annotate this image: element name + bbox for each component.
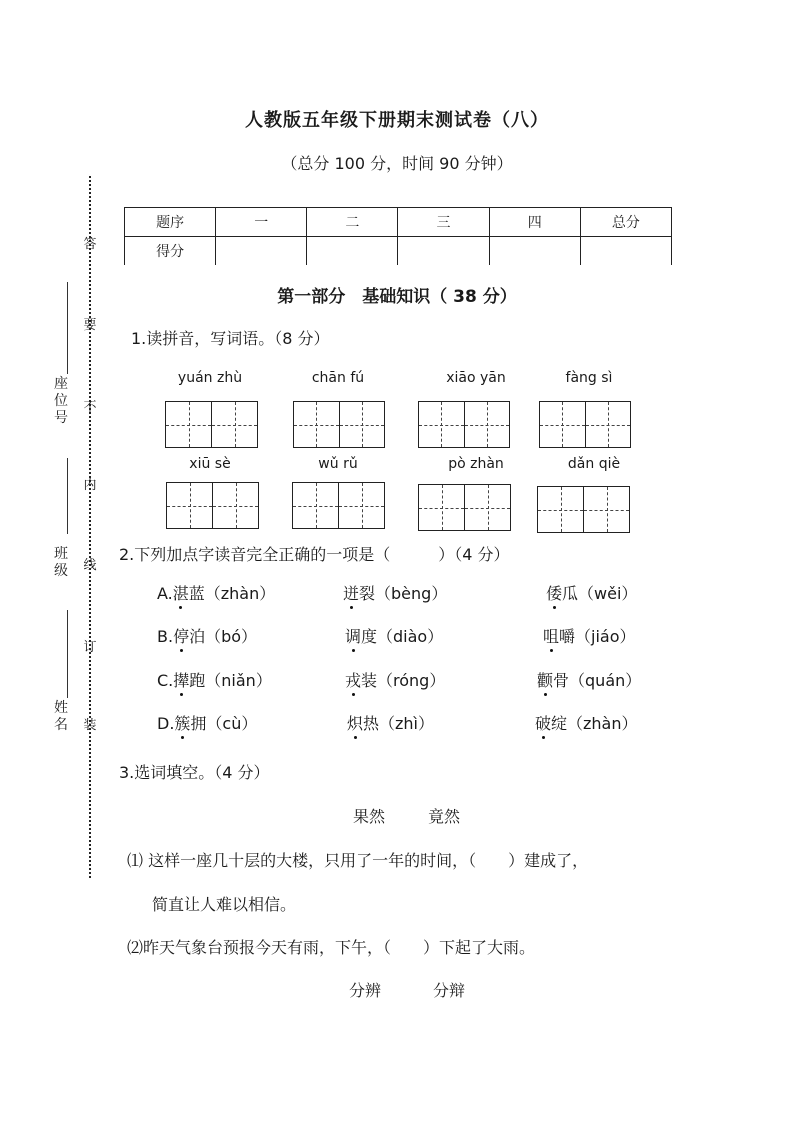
tianzige-box[interactable] [418,484,511,531]
score-table [124,207,672,265]
option-text: 度（diào） [361,627,444,646]
tianzige-cell[interactable] [585,402,631,447]
tianzige-cell[interactable] [464,402,510,447]
q2-option [345,668,445,691]
option-text: 裂（bèng） [359,584,448,603]
pinyin-label: xiū sè [189,456,231,472]
pinyin-label: dǎn qiè [567,456,621,472]
part1-title: 第一部分 基础知识（ 38 分） [277,287,517,307]
tianzige-cell[interactable] [419,485,464,530]
pinyin-label: wǔ rǔ [318,456,358,472]
pinyin-label: pò zhàn [448,456,504,472]
seat-number-label: 座位号 [54,376,68,426]
option-text: 蓝（zhàn） [188,584,276,603]
dotted-char: 破 [535,714,552,733]
q2-option [546,581,637,604]
dotted-char: 迸 [343,584,360,603]
tianzige-cell[interactable] [538,487,583,532]
tianzige-cell[interactable] [293,483,338,528]
class-label: 班级 [54,546,68,579]
q2-option [347,711,434,734]
tianzige-box[interactable] [418,401,510,448]
margin-char: 要 [83,318,97,333]
tianzige-cell[interactable] [583,487,629,532]
class-line [67,458,68,534]
option-prefix: A. [157,584,173,603]
score-cell[interactable] [307,237,398,266]
q3-sentence-2: ⑵昨天气象台预报今天有雨，下午，（ ）下起了大雨。 [127,938,536,957]
dotted-char: 咀 [543,627,560,646]
tianzige-box[interactable] [166,482,259,529]
q3-sentence-1: ⑴ 这样一座几十层的大楼，只用了一年的时间，（ ）建成了， [127,851,589,870]
dotted-char: 湛 [172,584,189,603]
page-title: 人教版五年级下册期末测试卷（八） [245,110,549,131]
option-text: 拥（cù） [190,714,258,733]
margin-char: 不 [83,400,97,415]
dotted-char: 停 [173,627,190,646]
score-cell[interactable] [489,237,580,266]
tianzige-box[interactable] [165,401,258,448]
pinyin-label: fàng sì [565,370,613,386]
option-text: 绽（zhàn） [551,714,638,733]
q2-option [157,581,275,604]
score-table-header-row [125,208,672,237]
tianzige-cell[interactable] [464,485,510,530]
score-cell[interactable] [216,237,307,266]
tianzige-box[interactable] [539,401,631,448]
tianzige-box[interactable] [537,486,630,533]
tianzige-cell[interactable] [339,402,385,447]
tianzige-cell[interactable] [166,402,211,447]
dotted-char: 簇 [174,714,191,733]
tianzige-cell[interactable] [294,402,339,447]
score-row-label: 得分 [125,237,216,266]
q2-option [543,624,636,647]
page-subtitle: （总分 100 分，时间 90 分钟） [281,154,513,173]
dotted-char: 调 [345,627,362,646]
pinyin-label: chān fú [311,370,365,386]
q3-sentence-1-cont: 简直让人难以相信。 [152,895,297,914]
option-prefix: C. [157,671,174,690]
score-cell[interactable] [398,237,489,266]
margin-char: 线 [83,558,97,573]
tianzige-cell[interactable] [212,483,258,528]
pinyin-label: yuán zhù [177,370,243,386]
dotted-char: 炽 [347,714,364,733]
score-table-header: 四 [489,208,580,237]
name-label: 姓名 [54,700,68,733]
score-table-score-row [125,237,672,266]
score-table-header: 三 [398,208,489,237]
tianzige-cell[interactable] [419,402,464,447]
word-choice: 果然 [353,807,386,826]
word-choice: 竟然 [428,807,461,826]
option-text: 嚼（jiáo） [559,627,636,646]
option-text: 泊（bó） [189,627,258,646]
score-cell[interactable] [580,237,671,266]
option-text: 骨（quán） [553,671,642,690]
name-line [67,610,68,698]
tianzige-cell[interactable] [338,483,384,528]
score-table-header: 一 [216,208,307,237]
score-table-header: 二 [307,208,398,237]
tianzige-box[interactable] [292,482,385,529]
margin-char: 答 [83,237,97,252]
dotted-char: 撵 [173,671,190,690]
option-text: 装（róng） [361,671,446,690]
pinyin-label: xiāo yān [446,370,506,386]
q2-option [343,581,447,604]
margin-char: 订 [83,640,97,655]
option-prefix: D. [157,714,175,733]
q2-option [157,668,272,691]
q2-option [157,624,257,647]
option-text: 瓜（wěi） [562,584,638,603]
word-choice: 分辨 [349,981,382,1000]
q1-prompt: 1.读拼音，写词语。（8 分） [131,329,330,348]
q3-prompt: 3.选词填空。（4 分） [119,763,270,782]
score-table-header: 总分 [580,208,671,237]
q2-option [535,711,638,734]
option-text: 热（zhì） [363,714,435,733]
tianzige-cell[interactable] [540,402,585,447]
dotted-char: 颧 [537,671,554,690]
tianzige-cell[interactable] [211,402,257,447]
score-table-header: 题序 [125,208,216,237]
word-choice: 分辩 [433,981,466,1000]
option-text: 跑（niǎn） [189,671,272,690]
q2-prompt: 2.下列加点字读音完全正确的一项是（ ）（4 分） [119,545,510,564]
tianzige-cell[interactable] [167,483,212,528]
dotted-char: 倭 [546,584,563,603]
q2-option [537,668,641,691]
q2-option [345,624,443,647]
q2-option [157,711,257,734]
margin-char: 内 [83,478,97,493]
tianzige-box[interactable] [293,401,385,448]
dotted-char: 戎 [345,671,362,690]
option-prefix: B. [157,627,174,646]
margin-char: 装 [83,718,97,733]
